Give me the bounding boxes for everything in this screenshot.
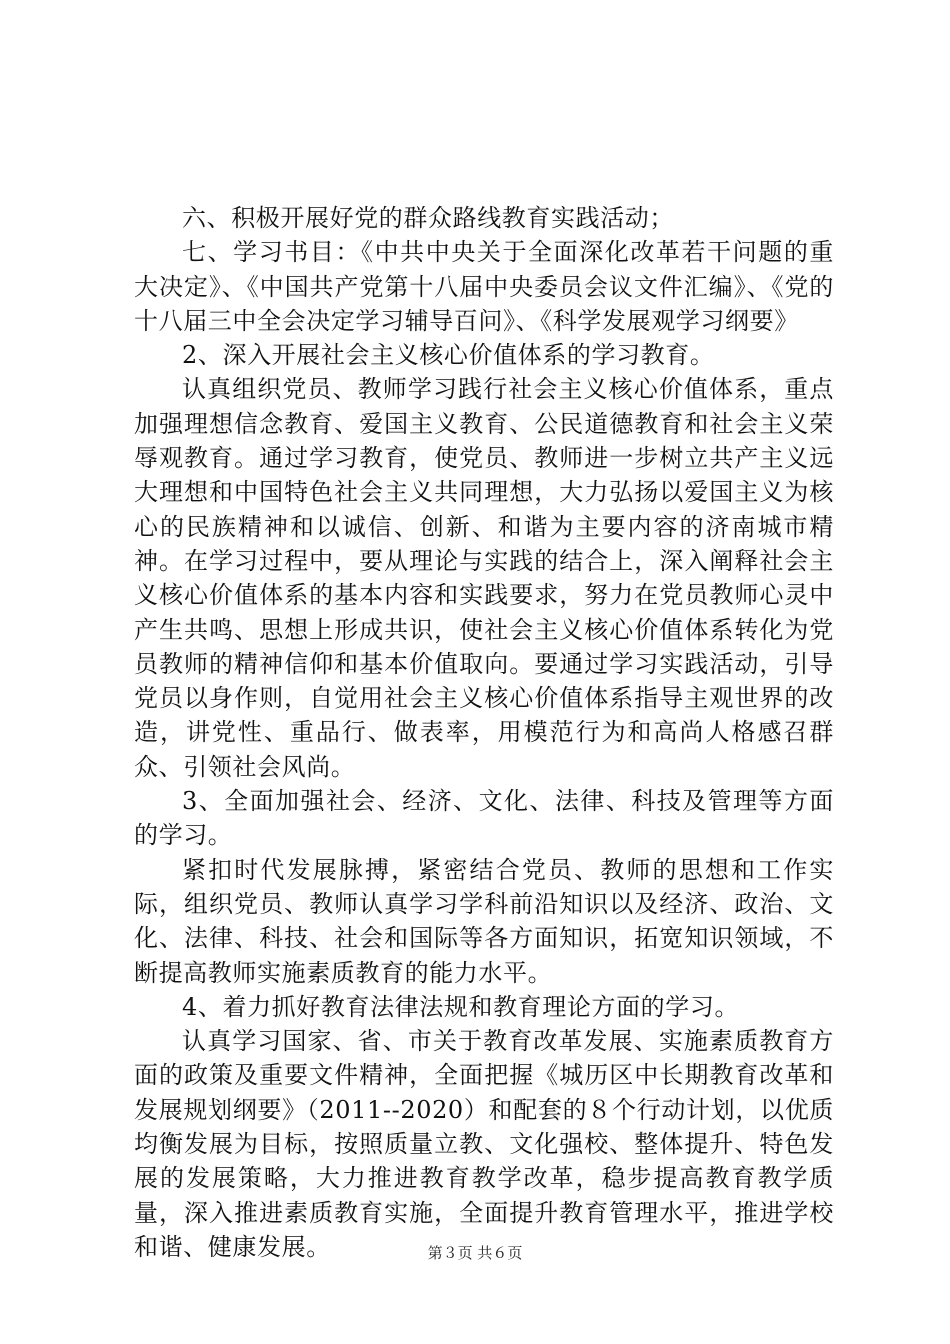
document-body [134,201,834,1264]
paragraph-heading-3-comprehensive-study: 3、全面加强社会、经济、文化、法律、科技及管理等方面的学习。 [134,787,834,850]
paragraph-heading-2-core-values: 2、深入开展社会主义核心价值体系的学习教育。 [182,341,715,370]
paragraph-item-6-mass-line: 六、积极开展好党的群众路线教育实践活动； [182,204,674,232]
page-number-footer: 第３页 共６页 [427,1244,523,1262]
paragraph-education-law-body: 认真学习国家、省、市关于教育改革发展、实施素质教育方面的政策及重要文件精神，全面把握《城历区中长期教育改革和发展规划纲要》（2011--2020）和配套的８个行动计划，以优质均衡发展为目标，按照质量立教、文化强校、整体提升、特色发展的发展策略，大力推进教育教学改革，稳步提高教育教学质量，深入推进素质教育实施，全面提升教育管理水平，推进学校和谐、健康发展。 [134,1027,834,1261]
paragraph-item-7-reading-list: 七、学习书目：《中共中央关于全面深化改革若干问题的重大决定》、《中国共产党第十八届中央委员会议文件汇编》、《党的十八届三中全会决定学习辅导百问》、《科学发展观学习纲要》 [134,238,834,335]
paragraph-comprehensive-study-body: 紧扣时代发展脉搏，紧密结合党员、教师的思想和工作实际，组织党员、教师认真学习学科前沿知识以及经济、政治、文化、法律、科技、社会和国际等各方面知识，拓宽知识领域，不断提高教师实施素质教育的能力水平。 [134,855,834,987]
paragraph-core-values-body: 认真组织党员、教师学习践行社会主义核心价值体系，重点加强理想信念教育、爱国主义教育、公民道德教育和社会主义荣辱观教育。通过学习教育，使党员、教师进一步树立共产主义远大理想和中国特色社会主义共同理想，大力弘扬以爱国主义为核心的民族精神和以诚信、创新、和谐为主要内容的济南城市精神。在学习过程中，要从理论与实践的结合上，深入阐释社会主义核心价值体系的基本内容和实践要求，努力在党员教师心灵中产生共鸣、思想上形成共识，使社会主义核心价值体系转化为党员教师的精神信仰和基本价值取向。要通过学习实践活动，引导党员以身作则，自觉用社会主义核心价值体系指导主观世界的改造，讲党性、重品行、做表率，用模范行为和高尚人格感召群众、引领社会风尚。 [134,375,834,781]
paragraph-heading-4-education-law: 4、着力抓好教育法律法规和教育理论方面的学习。 [182,992,740,1021]
